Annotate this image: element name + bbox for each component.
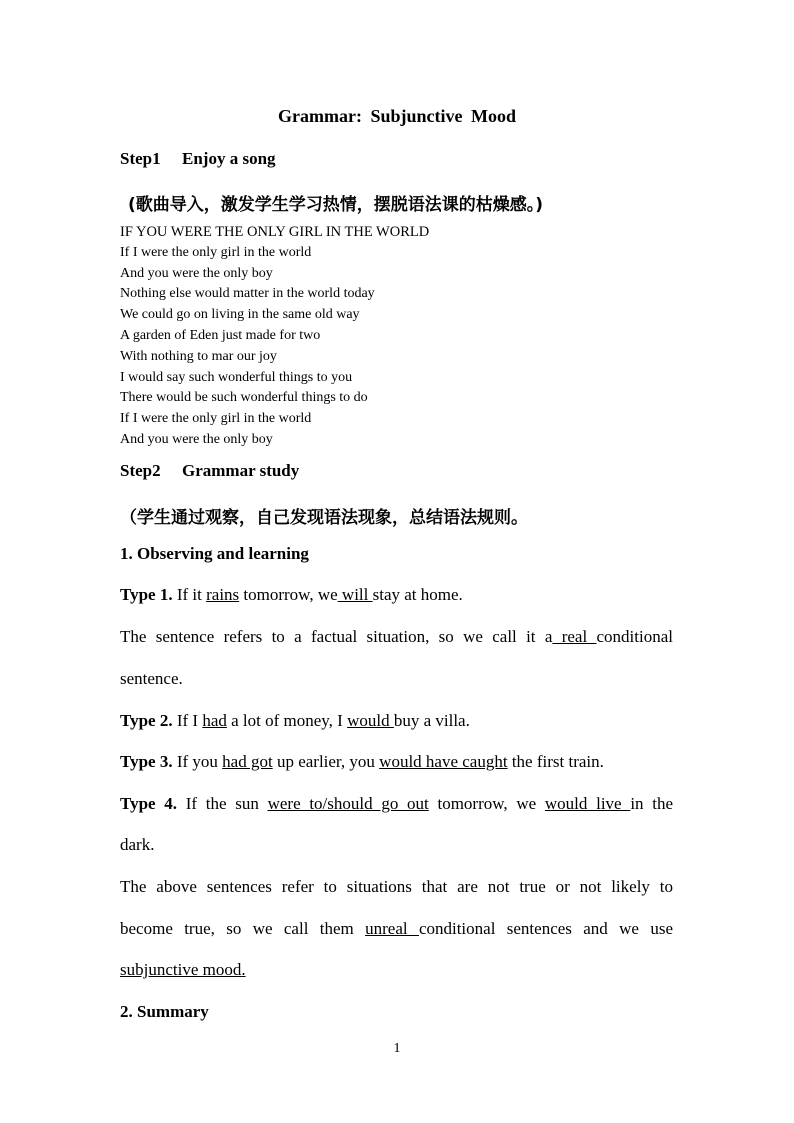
sentence-text: conditional sentences and we use bbox=[418, 919, 673, 938]
step2-number: Step2 bbox=[120, 461, 161, 480]
sentence-text: tomorrow, we bbox=[239, 585, 338, 604]
underlined-verb: rains bbox=[206, 585, 240, 604]
song-line: And you were the only boy bbox=[120, 265, 273, 281]
underlined-verb: would live bbox=[544, 794, 631, 813]
sentence-text: . bbox=[241, 960, 246, 979]
sentence-text: buy a villa. bbox=[393, 711, 470, 730]
underlined-verb: were to/should go out bbox=[267, 794, 429, 813]
song-line: And you were the only boy bbox=[120, 431, 273, 447]
type1-label: Type 1. bbox=[120, 585, 173, 604]
song-line: With nothing to mar our joy bbox=[120, 348, 277, 364]
step2-label: Grammar study bbox=[182, 461, 300, 480]
song-line: We could go on living in the same old way bbox=[120, 307, 360, 323]
step1-number: Step1 bbox=[120, 149, 161, 168]
type2-sentence bbox=[120, 711, 673, 731]
sentence-text: become true, so we call them bbox=[120, 919, 366, 938]
underlined-term: real bbox=[552, 627, 597, 646]
sentence-text: If the sun bbox=[177, 794, 268, 813]
step2-heading bbox=[120, 461, 299, 481]
unreal-explanation-line2 bbox=[120, 919, 673, 939]
sentence-text: If you bbox=[172, 752, 223, 771]
type4-sentence-continued: dark. bbox=[120, 835, 155, 854]
sentence-text: If it bbox=[172, 585, 207, 604]
sentence-text: in the bbox=[630, 794, 674, 813]
song-line: If I were the only girl in the world bbox=[120, 244, 312, 260]
type1-sentence bbox=[120, 585, 673, 605]
underlined-verb: would have caught bbox=[379, 752, 508, 771]
sentence-text: stay at home. bbox=[372, 585, 463, 604]
step1-heading bbox=[120, 149, 276, 169]
song-title: IF YOU WERE THE ONLY GIRL IN THE WORLD bbox=[120, 224, 430, 240]
unreal-explanation-line3 bbox=[120, 960, 673, 980]
sentence-text: The sentence refers to a factual situation, so we call it a bbox=[120, 627, 553, 646]
song-line: A garden of Eden just made for two bbox=[120, 327, 321, 343]
real-explanation-line2: sentence. bbox=[120, 669, 183, 688]
song-line: Nothing else would matter in the world today bbox=[120, 286, 375, 302]
underlined-verb: had bbox=[202, 711, 227, 730]
underlined-term: subjunctive mood bbox=[120, 960, 242, 979]
section2-heading: 2. Summary bbox=[120, 1002, 209, 1021]
underlined-verb: will bbox=[337, 585, 373, 604]
type3-sentence bbox=[120, 752, 673, 772]
song-line: I would say such wonderful things to you bbox=[120, 369, 353, 385]
song-lyrics bbox=[120, 222, 429, 451]
section1-heading: 1. Observing and learning bbox=[120, 544, 309, 563]
page-title: Grammar: Subjunctive Mood bbox=[278, 106, 516, 126]
sentence-text: the first train. bbox=[507, 752, 604, 771]
sentence-text: up earlier, you bbox=[272, 752, 380, 771]
sentence-text: a lot of money, I bbox=[226, 711, 348, 730]
type2-label: Type 2. bbox=[120, 711, 173, 730]
type4-sentence bbox=[120, 794, 673, 814]
underlined-verb: would bbox=[347, 711, 394, 730]
sentence-text: If I bbox=[172, 711, 203, 730]
step1-label: Enjoy a song bbox=[182, 149, 276, 168]
step2-note: （学生通过观察，自己发现语法现象，总结语法规则。 bbox=[120, 508, 528, 528]
step1-note: (歌曲导入，激发学生学习热情，摆脱语法课的枯燥感。) bbox=[128, 195, 544, 215]
song-line: There would be such wonderful things to do bbox=[120, 390, 368, 406]
unreal-explanation-line1: The above sentences refer to situations that are not true or not likely to bbox=[120, 877, 673, 896]
underlined-term: unreal bbox=[365, 919, 419, 938]
type4-label: Type 4. bbox=[120, 794, 178, 813]
song-line: If I were the only girl in the world bbox=[120, 411, 312, 427]
real-explanation-line1 bbox=[120, 627, 673, 647]
page-number: 1 bbox=[393, 1041, 401, 1056]
type3-label: Type 3. bbox=[120, 752, 173, 771]
sentence-text: conditional bbox=[596, 627, 673, 646]
underlined-verb: had got bbox=[222, 752, 273, 771]
sentence-text: tomorrow, we bbox=[428, 794, 545, 813]
